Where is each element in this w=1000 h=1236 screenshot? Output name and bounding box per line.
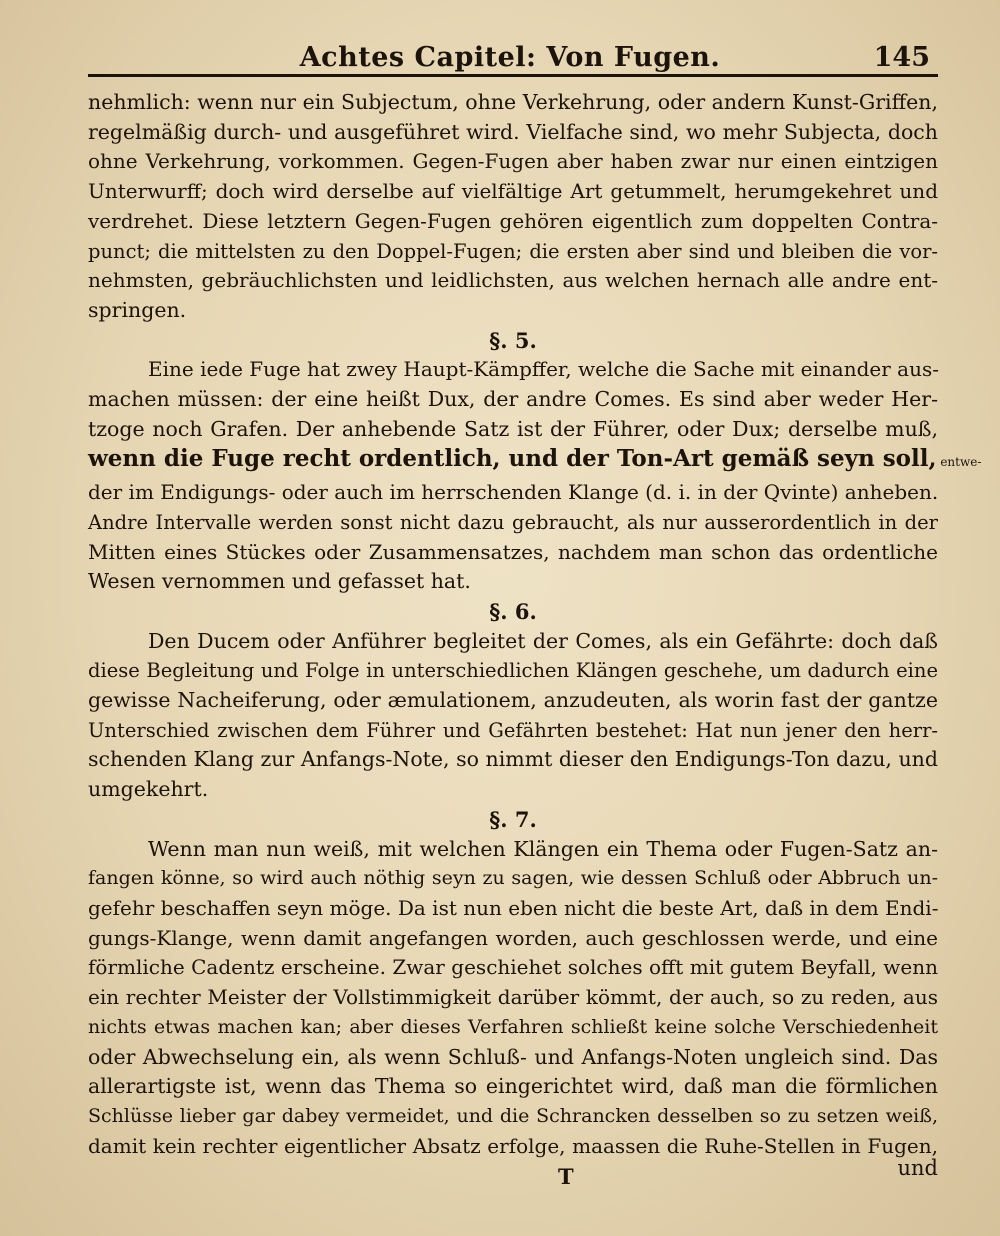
text-line: Wesen vernommen und gefasset hat. bbox=[88, 569, 471, 594]
text-line: förmliche Cadentz erscheine. Zwar geschiehet solches offt mit gutem Beyfall, wenn bbox=[88, 955, 938, 980]
text-line: schenden Klang zur Anfangs-Note, so nimmt dieser den Endigungs-Ton dazu, und bbox=[88, 747, 938, 772]
text-line: nichts etwas machen kan; aber dieses Verfahren schließt keine solche Verschiedenheit bbox=[88, 1015, 938, 1038]
text-line: umgekehrt. bbox=[88, 777, 209, 802]
catchword: und bbox=[897, 1156, 938, 1180]
text-line: ohne Verkehrung, vorkommen. Gegen-Fugen aber haben zwar nur einen eintzigen bbox=[88, 149, 938, 174]
text-line: Schlüsse lieber gar dabey vermeidet, und die Schrancken desselben so zu setzen weiß, bbox=[88, 1104, 938, 1127]
text-line: gewisse Nacheiferung, oder æmulationem, anzudeuten, als worin fast der gantze bbox=[88, 688, 938, 713]
text-line: ein rechter Meister der Vollstimmigkeit darüber kömmt, der auch, so zu reden, aus bbox=[88, 985, 938, 1010]
section-heading-6: §. 6. bbox=[489, 598, 537, 624]
text-line: punct; die mittelsten zu den Doppel-Fugen; die ersten aber sind und bleiben die vor- bbox=[88, 239, 938, 263]
text-line: Den Ducem oder Anführer begleitet der Comes, als ein Gefährte: doch daß bbox=[148, 628, 938, 653]
page-number: 145 bbox=[873, 42, 930, 73]
page-header bbox=[90, 38, 930, 78]
text-line: Mitten eines Stückes oder Zusammensatzes, nachdem man schon das ordentliche bbox=[88, 539, 938, 564]
text-line: der im Endigungs- oder auch im herrschenden Klange (d. i. in der Qvinte) anheben. bbox=[88, 480, 939, 505]
text-line: regelmäßig durch- und ausgeführet wird. Vielfache sind, wo mehr Subjecta, doch bbox=[88, 119, 938, 144]
text-line: allerartigste ist, wenn das Thema so eingerichtet wird, daß man die förmlichen bbox=[88, 1074, 938, 1099]
signature-mark: T bbox=[558, 1164, 574, 1189]
text-line: tzoge noch Grafen. Der anhebende Satz ist der Führer, oder Dux; derselbe muß, bbox=[88, 416, 938, 441]
text-line: diese Begleitung und Folge in unterschiedlichen Klängen geschehe, um dadurch eine bbox=[88, 659, 938, 683]
text-line: Andre Intervalle werden sonst nicht dazu gebraucht, als nur ausserordentlich in der bbox=[88, 510, 938, 534]
text-line: springen. bbox=[88, 297, 187, 322]
text-line: gungs-Klange, wenn damit angefangen worden, auch geschlossen werde, und eine bbox=[88, 925, 938, 950]
text-line: oder Abwechselung ein, als wenn Schluß- und Anfangs-Noten ungleich sind. Das bbox=[88, 1044, 938, 1069]
page-footer bbox=[88, 1156, 938, 1190]
text-line: damit kein rechter eigentlicher Absatz erfolge, maassen die Ruhe-Stellen in Fugen, bbox=[88, 1133, 938, 1158]
text-line bbox=[88, 444, 982, 478]
text-line: nehmsten, gebräuchlichsten und leidlichsten, aus welchen hernach alle andre ent- bbox=[88, 268, 938, 293]
header-rule bbox=[88, 74, 938, 77]
text-fragment: entwe- bbox=[936, 455, 982, 470]
text-line: fangen könne, so wird auch nöthig seyn zu sagen, wie dessen Schluß oder Abbruch un- bbox=[88, 867, 938, 890]
text-line: Wenn man nun weiß, mit welchen Klängen ein Thema oder Fugen-Satz an- bbox=[148, 836, 938, 861]
section-heading-5: §. 5. bbox=[489, 327, 537, 353]
text-line: Eine iede Fuge hat zwey Haupt-Kämpffer, welche die Sache mit einander aus- bbox=[148, 357, 939, 382]
body-text bbox=[88, 88, 982, 1161]
running-title: Achtes Capitel: Von Fugen. bbox=[299, 42, 721, 73]
text-line: nehmlich: wenn nur ein Subjectum, ohne Verkehrung, oder andern Kunst-Griffen, bbox=[88, 90, 938, 114]
section-heading-7: §. 7. bbox=[489, 806, 537, 832]
text-line: machen müssen: der eine heißt Dux, der andre Comes. Es sind aber weder Her- bbox=[88, 387, 938, 412]
text-line: verdrehet. Diese letztern Gegen-Fugen gehören eigentlich zum doppelten Contra- bbox=[88, 208, 938, 233]
text-line: gefehr beschaffen seyn möge. Da ist nun eben nicht die beste Art, daß in dem Endi- bbox=[88, 895, 939, 920]
text-line: Unterwurff; doch wird derselbe auf vielfältige Art getummelt, herumgekehret und bbox=[88, 179, 938, 204]
emphasized-text: wenn die Fuge recht ordentlich, und der Ton-Art gemäß seyn soll, bbox=[88, 445, 937, 473]
text-line: Unterschied zwischen dem Führer und Gefährten bestehet: Hat nun jener den herr- bbox=[88, 718, 938, 742]
